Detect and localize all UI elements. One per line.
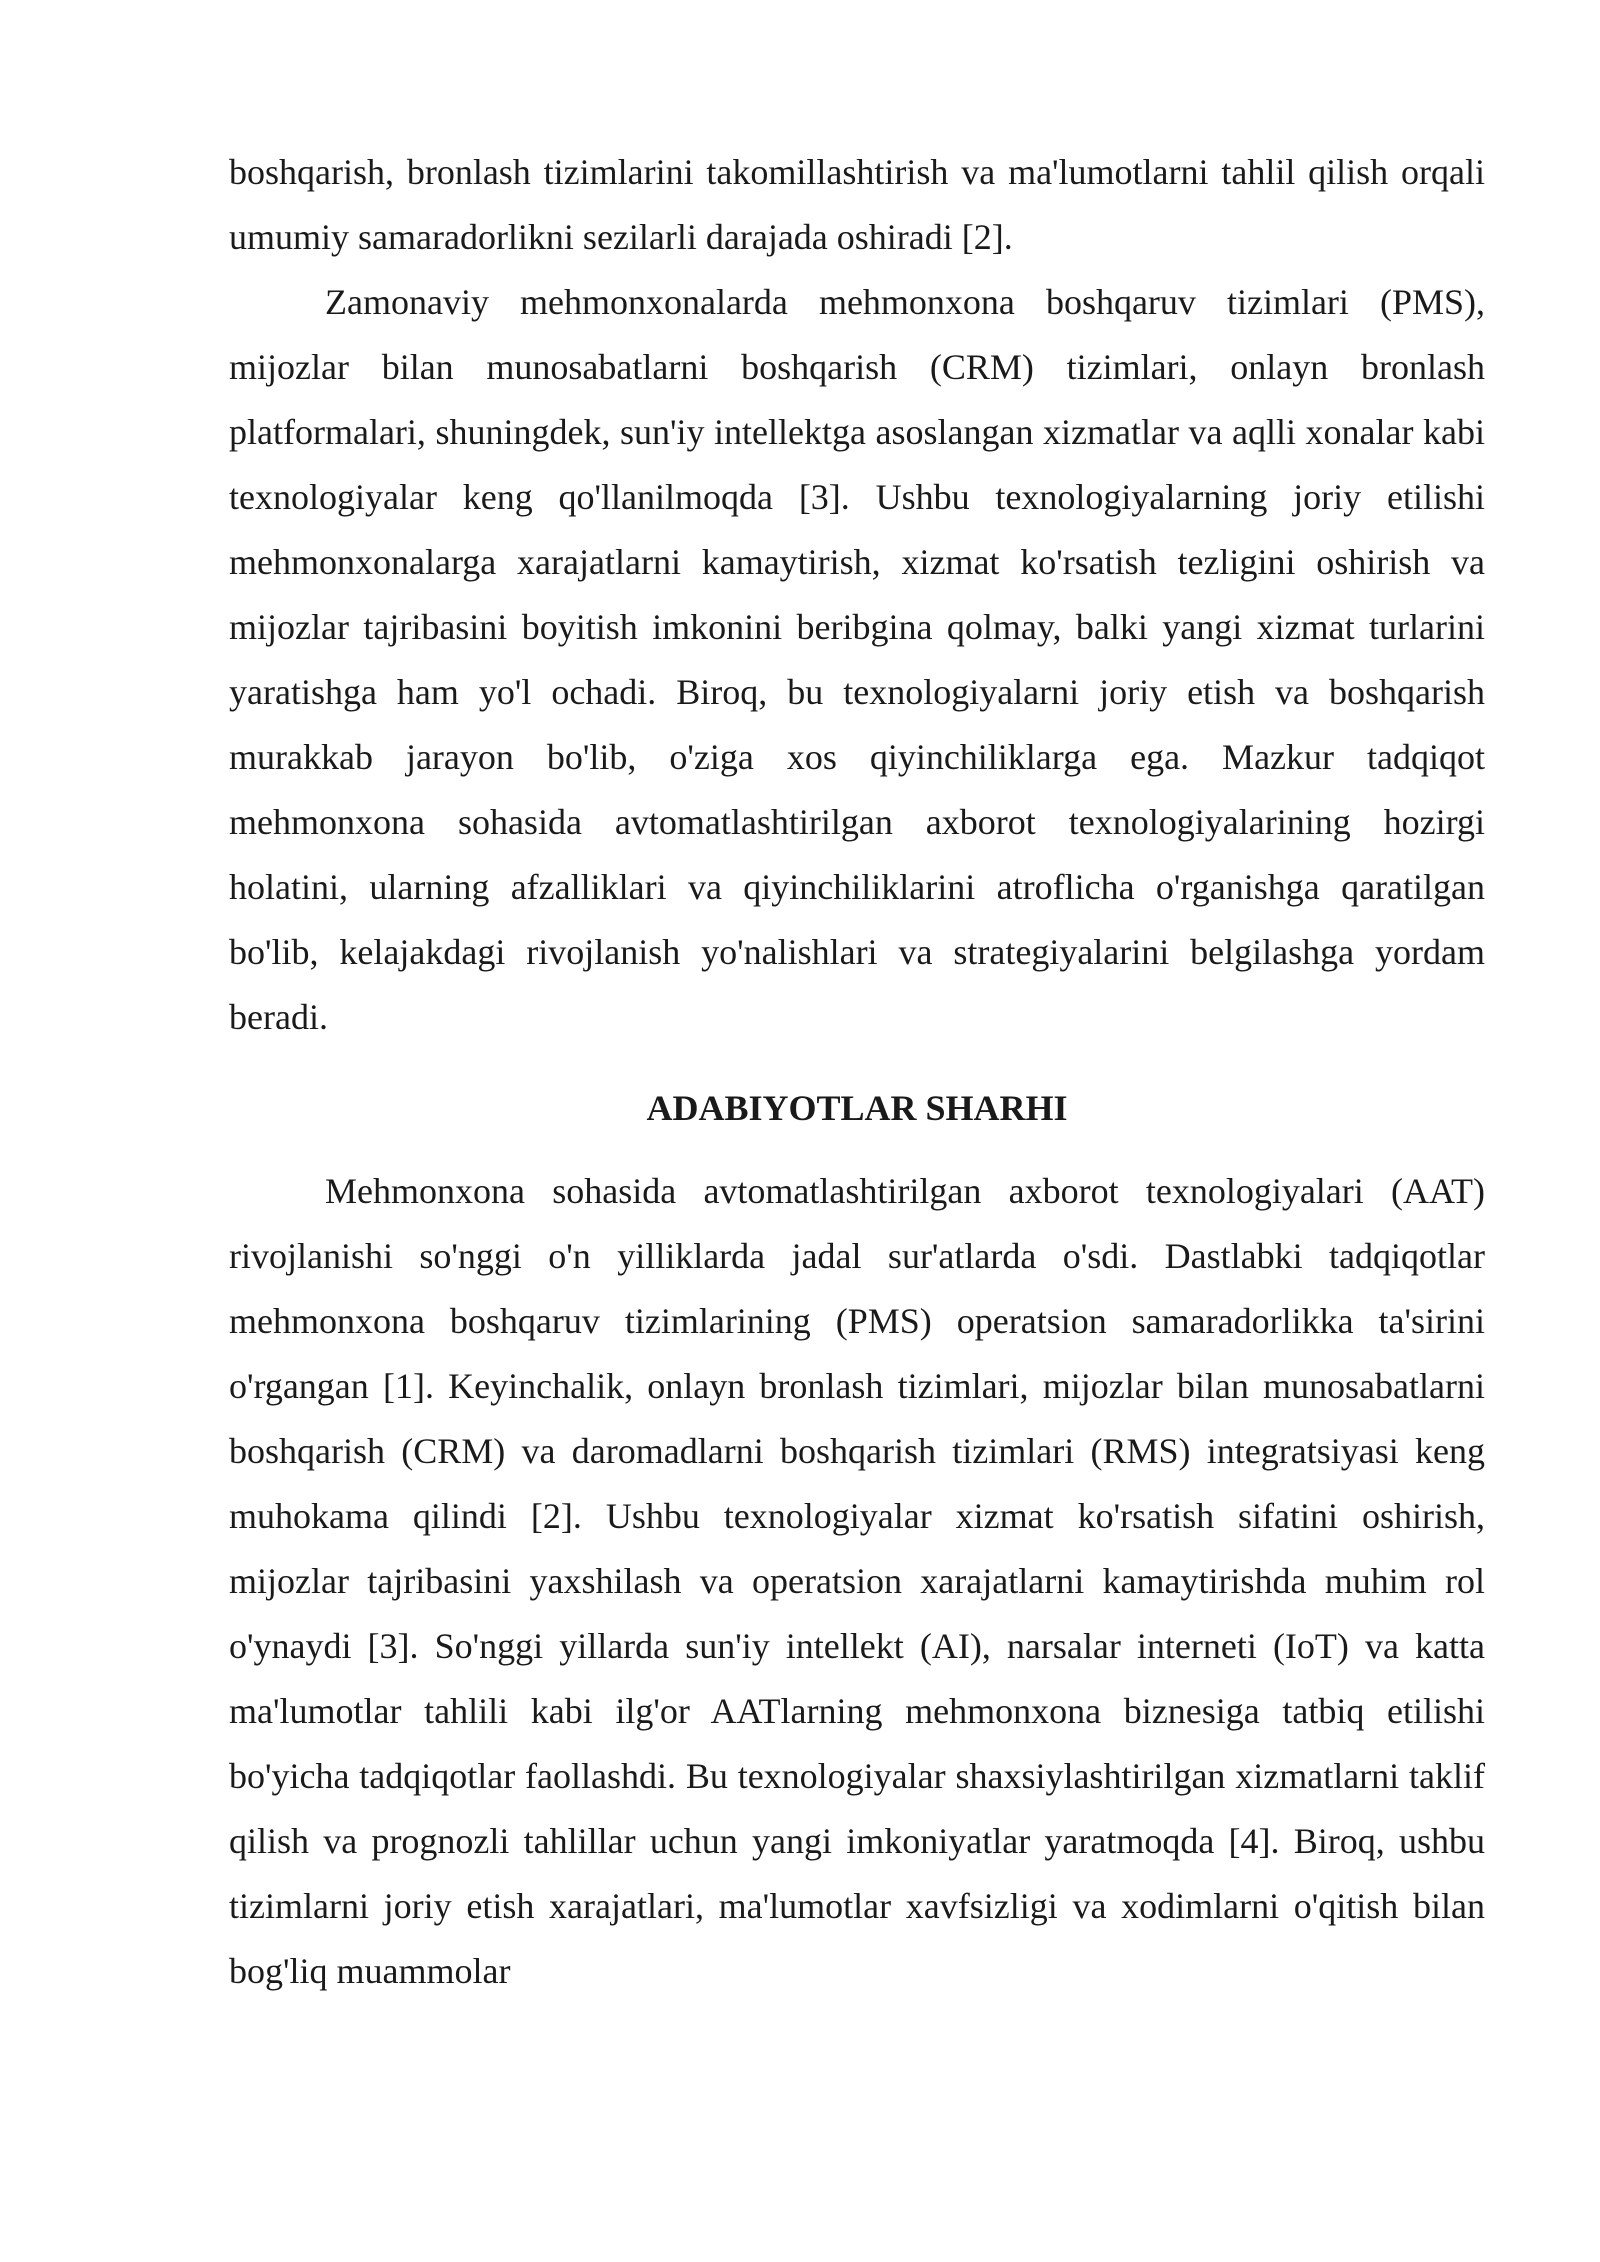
paragraph-modern-hotels: Zamonaviy mehmonxonalarda mehmonxona boshqaruv tizimlari (PMS), mijozlar bilan munosabatlarni boshqarish (CRM) tizimlari, onlayn bronlash platformalari, shuningdek, sun'iy intellektga asoslangan xizmatlar va aqlli xonalar kabi texnologiyalar keng qo'llanilmoqda [3]. Ushbu texnologiyalarning joriy etilishi mehmonxonalarga xarajatlarni kamaytirish, xizmat ko'rsatish tezligini oshirish va mijozlar tajribasini boyitish imkonini beribgina qolmay, balki yangi xizmat turlarini yaratishga ham yo'l ochadi. Biroq, bu texnologiyalarni joriy etish va boshqarish murakkab jarayon bo'lib, o'ziga xos qiyinchiliklarga ega. Mazkur tadqiqot mehmonxona sohasida avtomatlashtirilgan axborot texnologiyalarining hozirgi holatini, ularning afzalliklari va qiyinchiliklarini atroflicha o'rganishga qaratilgan bo'lib, kelajakdagi rivojlanish yo'nalishlari va strategiyalarini belgilashga yordam beradi. xyxy=(229,282,1485,1037)
paragraph-continuation: boshqarish, bronlash tizimlarini takomillashtirish va ma'lumotlarni tahlil qilish orqali umumiy samaradorlikni sezilarli darajada oshiradi [2]. xyxy=(229,152,1485,257)
document-body xyxy=(229,140,1485,2004)
section-heading-literature-review: ADABIYOTLAR SHARHI xyxy=(646,1088,1068,1128)
paragraph-literature-review: Mehmonxona sohasida avtomatlashtirilgan axborot texnologiyalari (AAT) rivojlanishi so'nggi o'n yilliklarda jadal sur'atlarda o'sdi. Dastlabki tadqiqotlar mehmonxona boshqaruv tizimlarining (PMS) operatsion samaradorlikka ta'sirini o'rgangan [1]. Keyinchalik, onlayn bronlash tizimlari, mijozlar bilan munosabatlarni boshqarish (CRM) va daromadlarni boshqarish tizimlari (RMS) integratsiyasi keng muhokama qilindi [2]. Ushbu texnologiyalar xizmat ko'rsatish sifatini oshirish, mijozlar tajribasini yaxshilash va operatsion xarajatlarni kamaytirishda muhim rol o'ynaydi [3]. So'nggi yillarda sun'iy intellekt (AI), narsalar interneti (IoT) va katta ma'lumotlar tahlili kabi ilg'or AATlarning mehmonxona biznesiga tatbiq etilishi bo'yicha tadqiqotlar faollashdi. Bu texnologiyalar shaxsiylashtirilgan xizmatlarni taklif qilish va prognozli tahlillar uchun yangi imkoniyatlar yaratmoqda [4]. Biroq, ushbu tizimlarni joriy etish xarajatlari, ma'lumotlar xavfsizligi va xodimlarni o'qitish bilan bog'liq muammolar xyxy=(229,1171,1485,1991)
